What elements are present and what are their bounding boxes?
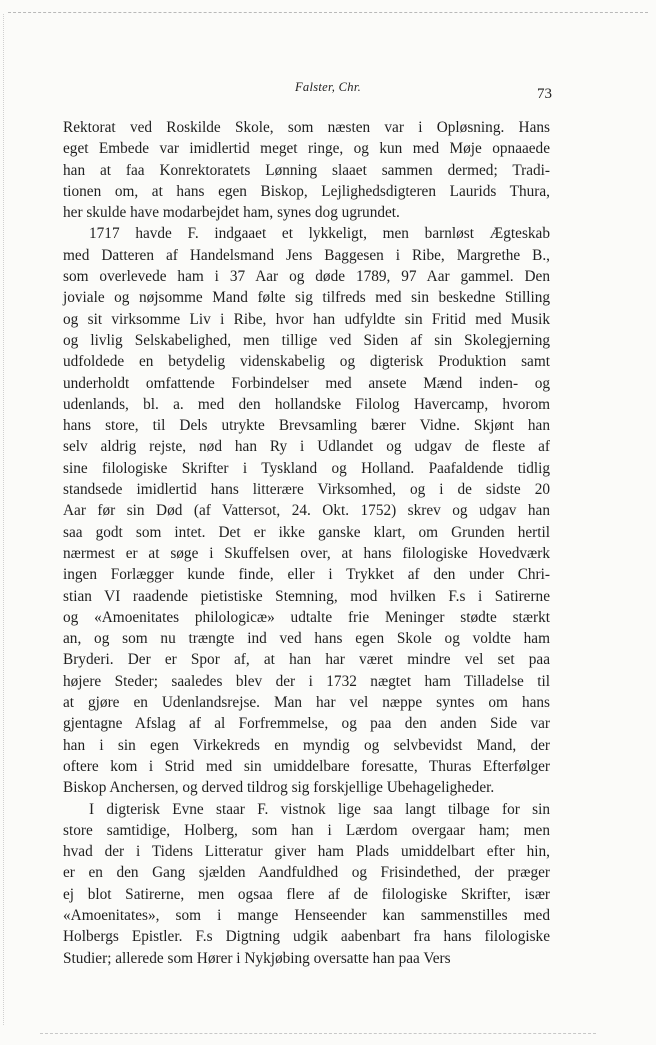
text-line: ej blot Satirerne, men ogsaa flere af de filologiske Skrifter, især xyxy=(63,885,550,903)
text-line: Holbergs Epistler. F.s Digtning udgik aabenbart fra hans filologiske xyxy=(63,928,550,946)
text-line: som overlevede ham i 37 Aar og døde 1789, 97 Aar gammel. Den xyxy=(63,268,550,286)
text-line: store samtidige, Holberg, som han i Lærdom overgaar ham; men xyxy=(63,821,550,839)
text-line: med Datteren af Handelsmand Jens Baggesen i Ribe, Margrethe B., xyxy=(63,246,550,264)
paragraph-3 xyxy=(63,799,550,969)
text-line: saa godt som intet. Det er ikke ganske klart, om Grunden hertil xyxy=(63,523,550,541)
text-line: I digterisk Evne staar F. vistnok lige saa langt tilbage for sin xyxy=(89,800,550,818)
text-line: her skulde have modarbejdet ham, synes dog ugrundet. xyxy=(63,204,400,222)
text-line: han at faa Konrektoratets Lønning slaaet sammen dermed; Tradi- xyxy=(63,161,550,179)
bottom-border-rule xyxy=(40,1033,596,1034)
text-line: eget Embede var imidlertid meget ringe, og kun med Møje opnaaede xyxy=(63,140,550,158)
top-border-rule xyxy=(8,12,648,13)
text-line: Rektorat ved Roskilde Skole, som næsten var i Opløsning. Hans xyxy=(63,119,550,136)
text-line: sine filologiske Skrifter i Tyskland og Holland. Paafaldende tidlig xyxy=(63,459,550,477)
text-line: underholdt omfattende Forbindelser med ansete Mænd inden- og xyxy=(63,374,550,392)
text-line: han i sin egen Virkekreds en myndig og selvbevidst Mand, der xyxy=(63,736,550,754)
text-line: stian VI raadende pietistiske Stemning, mod hvilken F.s i Satirerne xyxy=(63,587,550,605)
left-page-edge xyxy=(3,14,4,1025)
running-head: Falster, Chr. xyxy=(294,80,362,94)
text-line: 1717 havde F. indgaaet et lykkeligt, men barnløst Ægteskab xyxy=(89,225,550,243)
paragraph-2 xyxy=(63,223,550,798)
text-line: Biskop Anchersen, og derved tildrog sig forskjellige Ubehageligheder. xyxy=(63,779,495,797)
text-line: joviale og nøjsomme Mand følte sig tilfreds med sin beskedne Stilling xyxy=(63,289,550,307)
text-line: udfoldede en betydelig videnskabelig og digterisk Produktion samt xyxy=(63,353,550,371)
paragraph-1 xyxy=(63,117,550,223)
text-line: standsede imidlertid hans litterære Virksomhed, og i de sidste 20 xyxy=(63,481,550,499)
text-line: tionen om, at hans egen Biskop, Lejlighedsdigteren Laurids Thura, xyxy=(63,182,550,200)
text-line: oftere kom i Strid med sin umiddelbare foresatte, Thuras Efterfølger xyxy=(63,757,550,775)
text-line: Aar før sin Død (af Vattersot, 24. Okt. 1752) skrev og udgav han xyxy=(63,502,550,520)
text-line: nærmest er at søge i Skuffelsen over, at hans filologiske Hovedværk xyxy=(63,544,550,562)
text-line: hvad der i Tidens Litteratur giver ham Plads umiddelbart efter hin, xyxy=(63,843,550,861)
text-line: er en den Gang sjælden Aandfuldhed og Frisindethed, der præger xyxy=(63,864,550,882)
text-line: højere Steder; saaledes blev der i 1732 nægtet ham Tilladelse til xyxy=(63,672,550,690)
text-line: og livlig Selskabelighed, men tillige ved Siden af sin Skolegjerning xyxy=(63,331,550,349)
text-line: ingen Forlægger kunde finde, eller i Trykket af den under Chri- xyxy=(63,566,550,584)
text-line: «Amoenitates», som i mange Henseender kan sammenstilles med xyxy=(63,906,550,924)
text-line: an, og som nu trængte ind ved hans egen Skole og voldte ham xyxy=(63,630,550,648)
text-line: Bryderi. Der er Spor af, at han har været mindre vel set paa xyxy=(63,651,550,669)
text-line: udenlands, bl. a. med den hollandske Filolog Havercamp, hvorom xyxy=(63,395,550,413)
text-line: Studier; allerede som Hører i Nykjøbing oversatte han paa Vers xyxy=(63,949,451,967)
text-line: at gjøre en Udenlandsrejse. Man har vel næppe syntes om hans xyxy=(63,694,550,712)
text-line: gjentagne Afslag af al Forfremmelse, og paa den anden Side var xyxy=(63,715,550,733)
text-line: selv aldrig rejste, nød han Ry i Udlandet og udgav de fleste af xyxy=(63,438,550,456)
text-line: og sit virksomme Liv i Ribe, hvor han udfyldte sin Fritid med Musik xyxy=(63,310,550,328)
page-number: 73 xyxy=(537,86,552,102)
text-line: og «Amoenitates philologicæ» udtalte frie Meninger stødte stærkt xyxy=(63,608,550,626)
text-line: hans store, til Dels utrykte Brevsamling bærer Vidne. Skjønt han xyxy=(63,417,550,435)
body-text xyxy=(63,117,550,969)
